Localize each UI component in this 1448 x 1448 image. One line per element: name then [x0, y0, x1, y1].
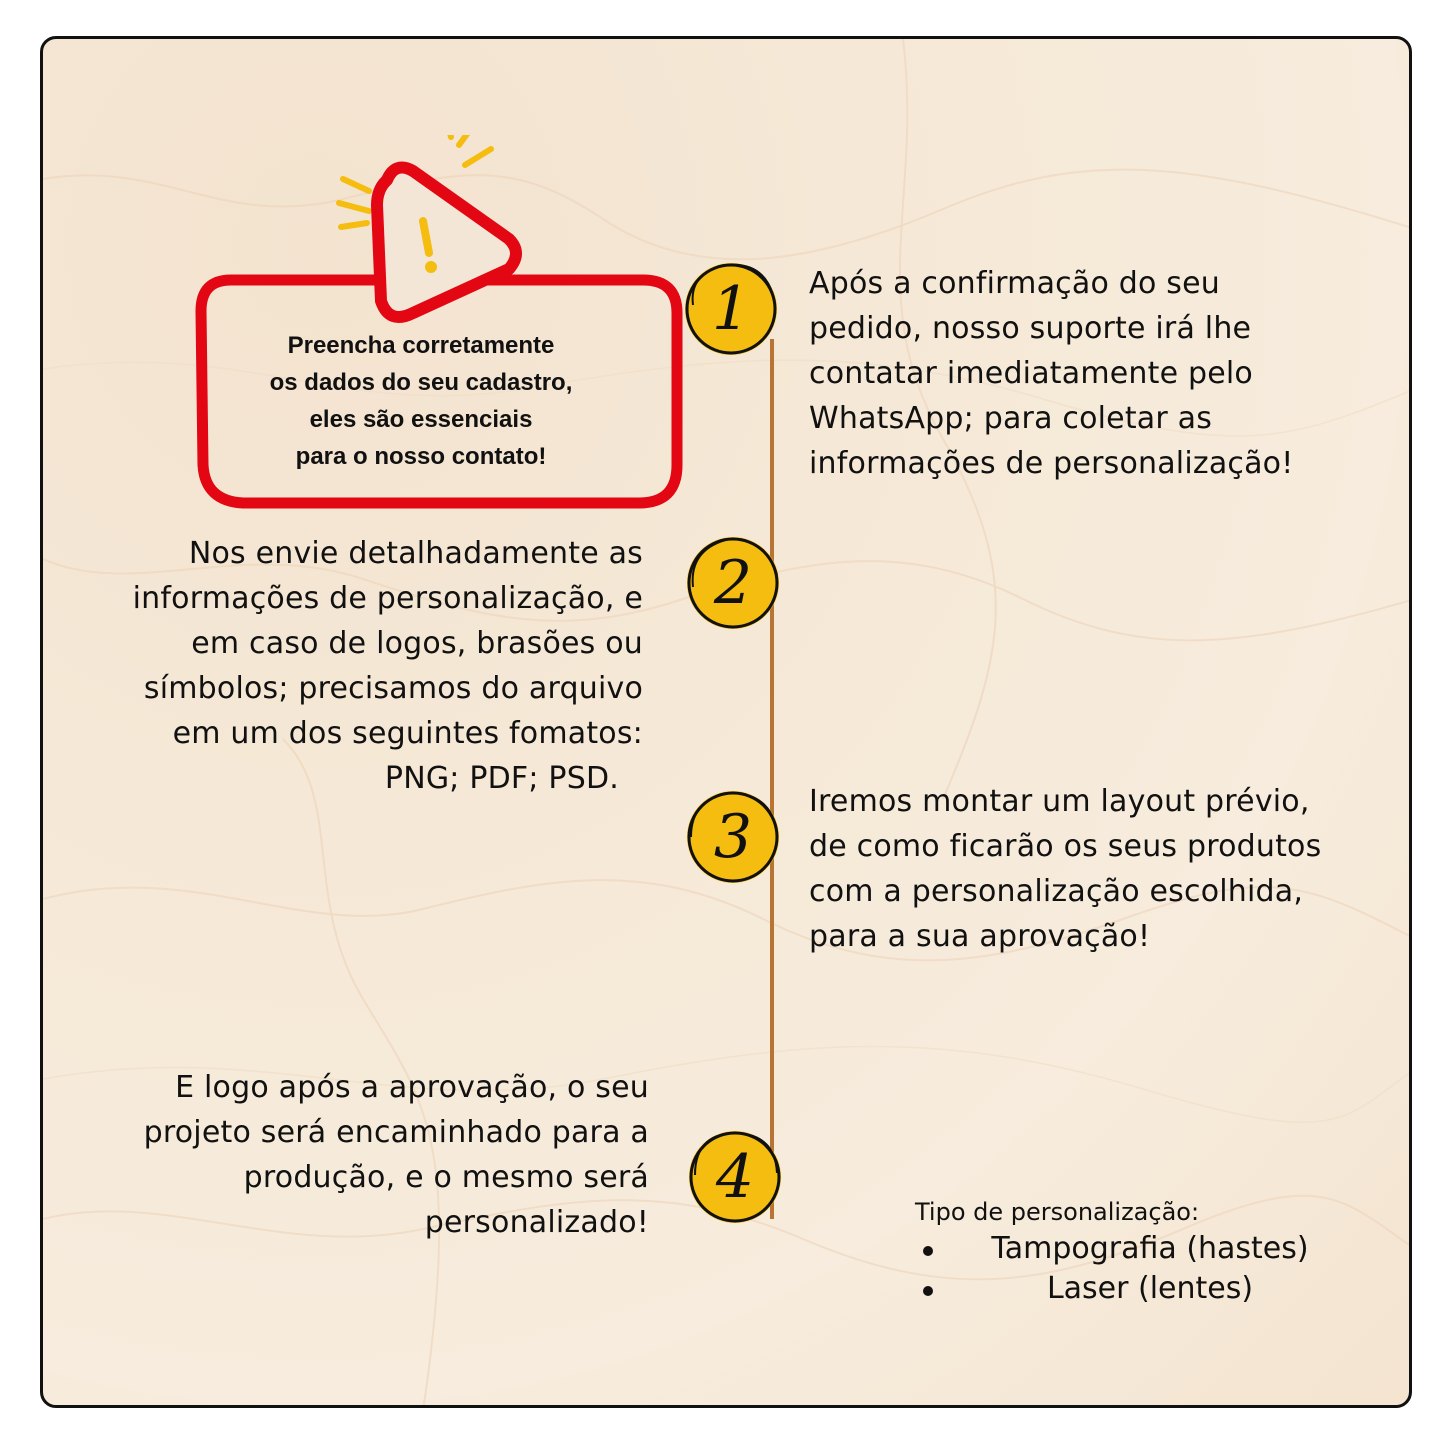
- step-line: símbolos; precisamos do arquivo: [143, 671, 643, 706]
- step-2-text: [83, 531, 643, 801]
- step-4-text: [83, 1065, 649, 1245]
- step-3-text: [809, 779, 1321, 959]
- personalization-types: [915, 1195, 1345, 1309]
- bullet-icon: [923, 1246, 933, 1256]
- step-number: 3: [713, 802, 753, 872]
- step-2-badge: [683, 533, 783, 633]
- alert-callout: [191, 135, 691, 515]
- alert-line: Preencha corretamente: [287, 332, 555, 359]
- step-number: 2: [713, 548, 753, 618]
- list-item: [915, 1229, 1345, 1269]
- list-item-label: Laser (lentes): [1046, 1271, 1254, 1306]
- step-line: de como ficarão os seus produtos: [809, 829, 1322, 864]
- step-line: PNG; PDF; PSD.: [384, 761, 619, 796]
- step-line: em caso de logos, brasões ou: [191, 626, 643, 661]
- list-item-label: Tampografia (hastes): [991, 1231, 1309, 1266]
- step-1-text: [809, 261, 1293, 486]
- step-line: contatar imediatamente pelo: [809, 356, 1253, 391]
- step-line: em um dos seguintes fomatos:: [172, 716, 643, 751]
- step-1-badge: [681, 259, 781, 359]
- bullet-icon: [923, 1286, 933, 1296]
- step-line: produção, e o mesmo será: [243, 1160, 649, 1195]
- alert-line: os dados do seu cadastro,: [269, 369, 573, 396]
- alert-message: [211, 327, 631, 475]
- step-line: para a sua aprovação!: [809, 919, 1151, 954]
- step-line: Nos envie detalhadamente as: [188, 536, 643, 571]
- step-line: informações de personalização, e: [132, 581, 643, 616]
- info-card: [40, 36, 1412, 1408]
- personalization-list: [915, 1229, 1345, 1309]
- step-4-badge: [685, 1127, 785, 1227]
- step-line: informações de personalização!: [809, 446, 1294, 481]
- step-3-badge: [683, 787, 783, 887]
- step-line: personalizado!: [424, 1205, 649, 1240]
- step-line: E logo após a aprovação, o seu: [175, 1070, 649, 1105]
- timeline-line: [770, 339, 774, 1219]
- list-item: [915, 1269, 1345, 1309]
- step-line: WhatsApp; para coletar as: [809, 401, 1213, 436]
- step-number: 1: [711, 274, 751, 344]
- alert-line: eles são essenciais: [309, 406, 533, 433]
- step-line: Após a confirmação do seu: [809, 266, 1220, 301]
- personalization-title: Tipo de personalização:: [915, 1198, 1200, 1226]
- step-number: 4: [715, 1142, 755, 1212]
- step-line: pedido, nosso suporte irá lhe: [809, 311, 1252, 346]
- step-line: Iremos montar um layout prévio,: [809, 784, 1310, 819]
- alert-line: para o nosso contato!: [295, 443, 547, 470]
- step-line: projeto será encaminhado para a: [143, 1115, 649, 1150]
- step-line: com a personalização escolhida,: [809, 874, 1304, 909]
